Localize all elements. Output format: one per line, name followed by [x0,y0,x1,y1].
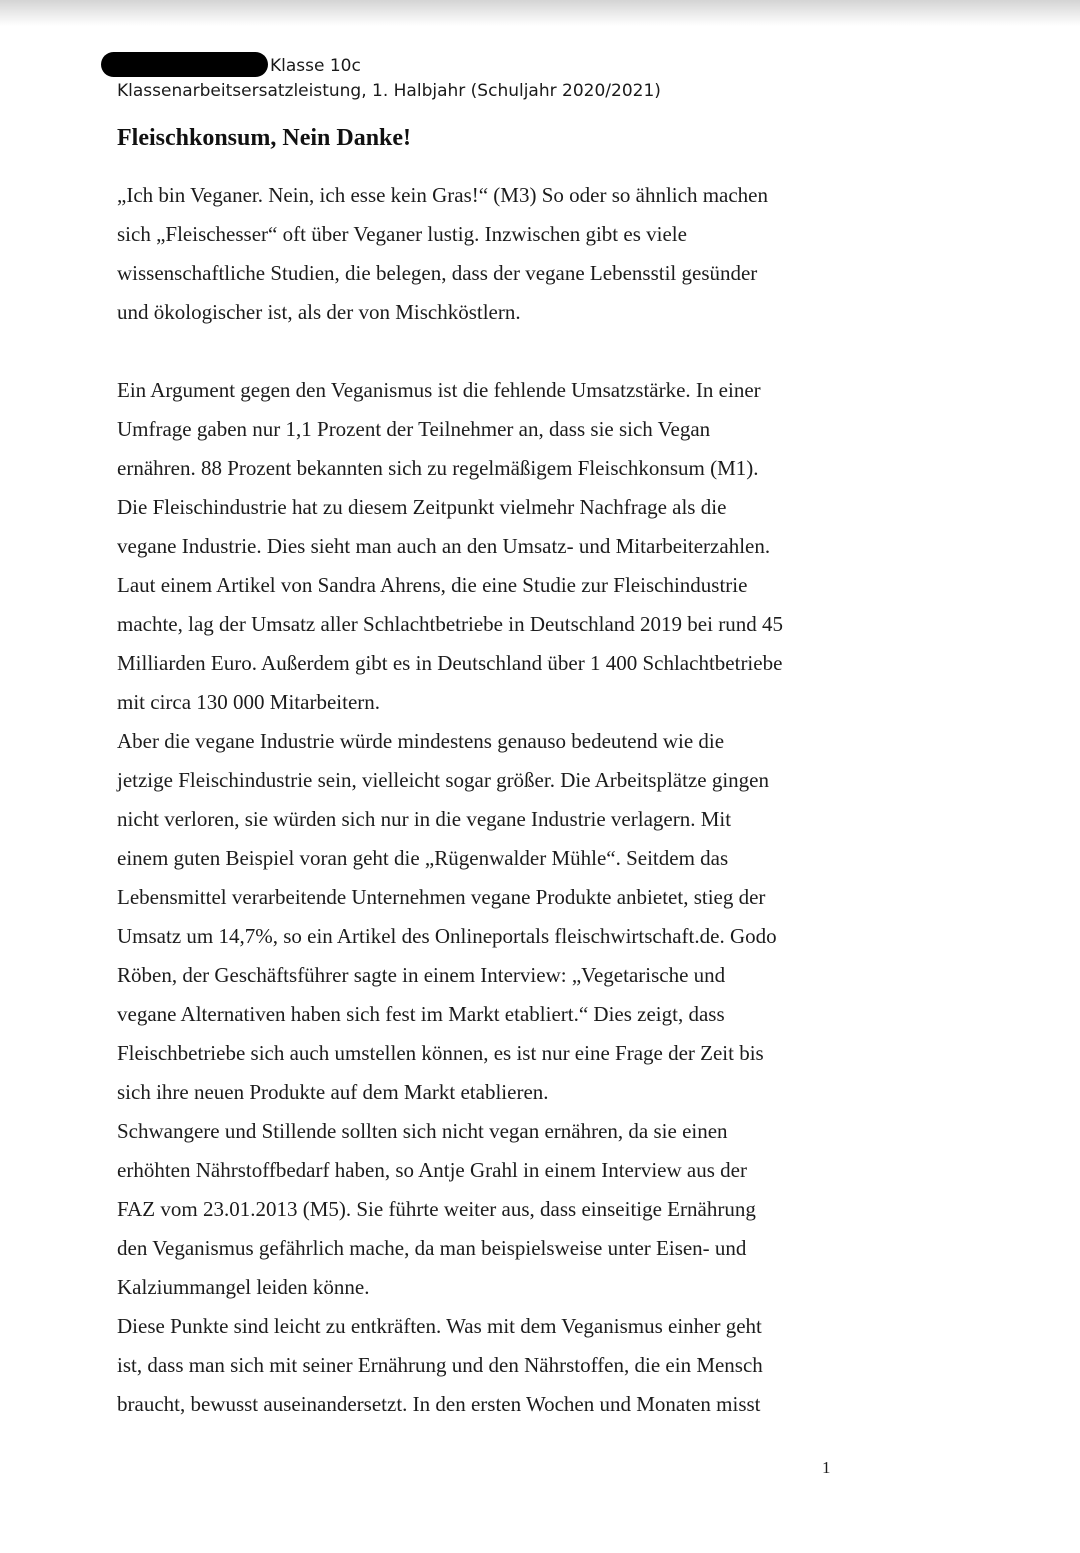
text-line: und ökologischer ist, als der von Mischköstlern. [117,300,521,324]
paragraph-3 [117,722,857,1112]
text-line: Milliarden Euro. Außerdem gibt es in Deutschland über 1 400 Schlachtbetriebe [117,651,783,675]
text-line: ernähren. 88 Prozent bekannten sich zu regelmäßigem Fleischkonsum (M1). [117,456,759,480]
paragraph-2 [117,371,857,722]
document-subtitle: Klassenarbeitsersatzleistung, 1. Halbjahr (Schuljahr 2020/2021) [117,81,661,101]
paragraph-1 [117,176,857,332]
text-line: mit circa 130 000 Mitarbeitern. [117,690,381,714]
text-line: Kalziummangel leiden könne. [117,1275,370,1299]
text-line: wissenschaftliche Studien, die belegen, dass der vegane Lebensstil gesünder [117,261,758,285]
text-line: sich „Fleischesser“ oft über Veganer lustig. Inzwischen gibt es viele [117,222,687,246]
document-title: Fleischkonsum, Nein Danke! [117,125,412,151]
body-text [117,176,857,1424]
paragraph-4 [117,1112,857,1307]
text-line: braucht, bewusst auseinandersetzt. In den ersten Wochen und Monaten misst [117,1392,761,1416]
text-line: Röben, der Geschäftsführer sagte in einem Interview: „Vegetarische und [117,963,726,987]
text-line: FAZ vom 23.01.2013 (M5). Sie führte weiter aus, dass einseitige Ernährung [117,1197,756,1221]
text-line: sich ihre neuen Produkte auf dem Markt etablieren. [117,1080,549,1104]
text-line: nicht verloren, sie würden sich nur in die vegane Industrie verlagern. Mit [117,807,732,831]
paragraph-5 [117,1307,857,1424]
text-line: ist, dass man sich mit seiner Ernährung und den Nährstoffen, die ein Mensch [117,1353,763,1377]
text-line: einem guten Beispiel voran geht die „Rügenwalder Mühle“. Seitdem das [117,846,729,870]
text-line: Diese Punkte sind leicht zu entkräften. Was mit dem Veganismus einher geht [117,1314,762,1338]
text-line: machte, lag der Umsatz aller Schlachtbetriebe in Deutschland 2019 bei rund 45 [117,612,783,636]
text-line: vegane Industrie. Dies sieht man auch an den Umsatz- und Mitarbeiterzahlen. [117,534,771,558]
text-line: vegane Alternativen haben sich fest im Markt etabliert.“ Dies zeigt, dass [117,1002,725,1026]
text-line: Schwangere und Stillende sollten sich nicht vegan ernähren, da sie einen [117,1119,728,1143]
paragraph-gap [117,332,857,371]
class-label: Klasse 10c [270,56,361,76]
redacted-name [101,52,268,77]
text-line: Lebensmittel verarbeitende Unternehmen vegane Produkte anbietet, stieg der [117,885,766,909]
text-line: Die Fleischindustrie hat zu diesem Zeitpunkt vielmehr Nachfrage als die [117,495,727,519]
text-line: Umfrage gaben nur 1,1 Prozent der Teilnehmer an, dass sie sich Vegan [117,417,711,441]
text-line: Laut einem Artikel von Sandra Ahrens, die eine Studie zur Fleischindustrie [117,573,748,597]
text-line: Aber die vegane Industrie würde mindestens genauso bedeutend wie die [117,729,725,753]
text-line: Ein Argument gegen den Veganismus ist die fehlende Umsatzstärke. In einer [117,378,761,402]
text-line: Umsatz um 14,7%, so ein Artikel des Onlineportals fleischwirtschaft.de. Godo [117,924,777,948]
text-line: den Veganismus gefährlich mache, da man beispielsweise unter Eisen- und [117,1236,747,1260]
text-line: erhöhten Nährstoffbedarf haben, so Antje Grahl in einem Interview aus der [117,1158,747,1182]
page-number: 1 [822,1458,831,1477]
text-line: jetzige Fleischindustrie sein, vielleicht sogar größer. Die Arbeitsplätze gingen [117,768,769,792]
text-line: Fleischbetriebe sich auch umstellen können, es ist nur eine Frage der Zeit bis [117,1041,764,1065]
text-line: „Ich bin Veganer. Nein, ich esse kein Gras!“ (M3) So oder so ähnlich machen [117,183,768,207]
